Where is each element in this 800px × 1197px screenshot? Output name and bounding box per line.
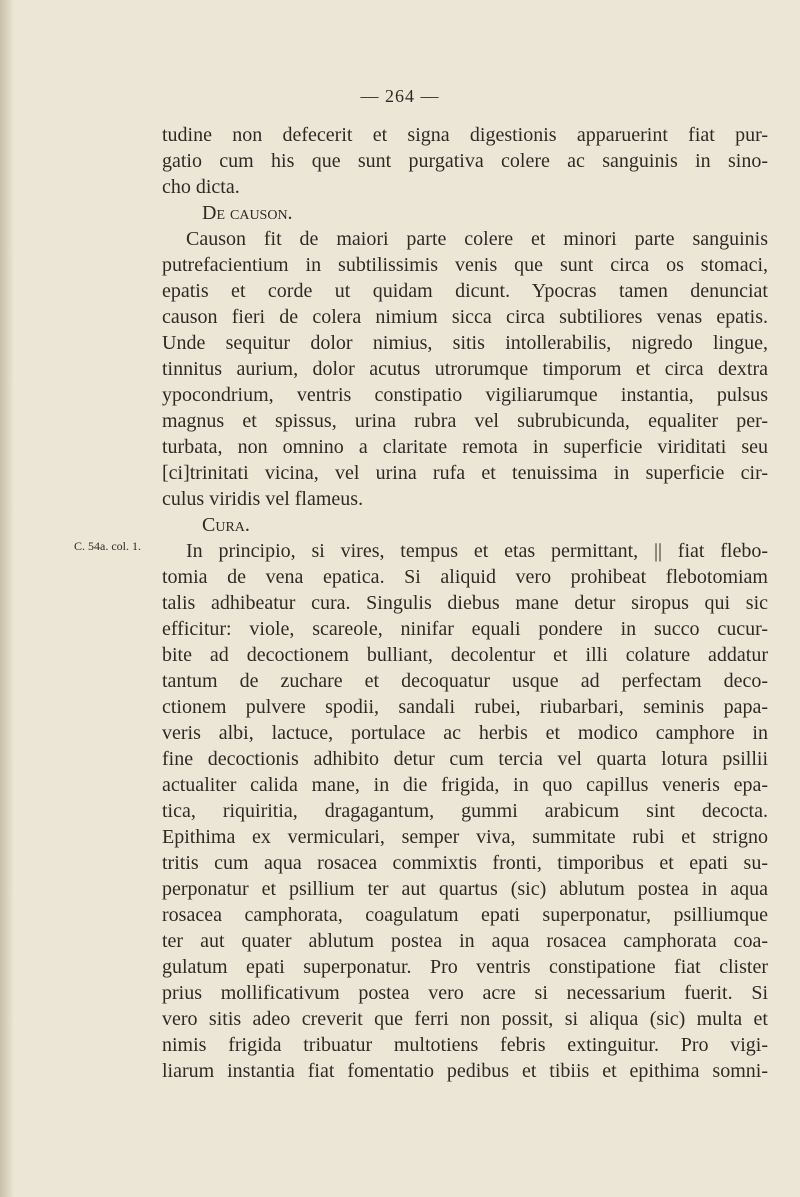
text-line: rosacea camphorata, coagulatum epati superponatur, psilliumque <box>162 904 768 926</box>
text-line: perponatur et psillium ter aut quartus (sic) ablutum postea in aqua <box>162 878 768 900</box>
text-line: bite ad decoctionem bulliant, decolentur et illi colature addatur <box>162 644 768 666</box>
text-line: culus viridis vel flameus. <box>162 488 364 510</box>
text-line: nimis frigida tribuatur multotiens febris extinguitur. Pro vigi- <box>162 1034 768 1056</box>
text-line: tomia de vena epatica. Si aliquid vero prohibeat flebotomiam <box>162 566 768 588</box>
text-line: ctionem pulvere spodii, sandali rubei, riubarbari, seminis papa- <box>162 696 768 718</box>
text-line: tantum de zuchare et decoquatur usque ad perfectam deco- <box>162 670 768 692</box>
page-edge-shadow <box>0 0 14 1197</box>
text-line: tinnitus aurium, dolor acutus utrorumque timporum et circa dextra <box>162 358 768 380</box>
text-line: causon fieri de colera nimium sicca circa subtiliores venas epatis. <box>162 306 768 328</box>
text-line: tica, riquiritia, dragagantum, gummi arabicum sint decocta. <box>162 800 768 822</box>
text-line: epatis et corde ut quidam dicunt. Ypocras tamen denunciat <box>162 280 768 302</box>
text-line: liarum instantia fiat fomentatio pedibus et tibiis et epithima somni- <box>162 1060 768 1082</box>
text-line: Causon fit de maiori parte colere et minori parte sanguinis <box>186 228 768 250</box>
text-line: veris albi, lactuce, portulace ac herbis et modico camphore in <box>162 722 768 744</box>
text-line: gatio cum his que sunt purgativa colere ac sanguinis in sino- <box>162 150 768 172</box>
text-line: turbata, non omnino a claritate remota in superficie viriditati seu <box>162 436 768 458</box>
text-line: tudine non defecerit et signa digestionis apparuerint fiat pur- <box>162 124 768 146</box>
section-heading: De causon. <box>202 202 293 224</box>
text-line: ter aut quater ablutum postea in aqua rosacea camphorata coa- <box>162 930 768 952</box>
text-line: putrefacientium in subtilissimis venis que sunt circa os stomaci, <box>162 254 768 276</box>
text-line: efficitur: viole, scareole, ninifar equali pondere in succo cucur- <box>162 618 768 640</box>
text-line: gulatum epati superponatur. Pro ventris constipatione fiat clister <box>162 956 768 978</box>
text-line: actualiter calida mane, in die frigida, in quo capillus veneris epa- <box>162 774 768 796</box>
text-line: magnus et spissus, urina rubra vel subrubicunda, equaliter per- <box>162 410 768 432</box>
text-block <box>162 122 768 1084</box>
text-line: talis adhibeatur cura. Singulis diebus mane detur siropus qui sic <box>162 592 768 614</box>
text-line: vero sitis adeo creverit que ferri non possit, si aliqua (sic) multa et <box>162 1008 768 1030</box>
text-line: tritis cum aqua rosacea commixtis fronti, timporibus et epati su- <box>162 852 768 874</box>
text-line: In principio, si vires, tempus et etas permittant, || fiat flebo- <box>186 540 768 562</box>
text-line: cho dicta. <box>162 176 240 198</box>
section-heading: Cura. <box>202 514 250 536</box>
page-number: — 264 — <box>360 86 440 106</box>
margin-note: C. 54a. col. 1. <box>74 539 141 553</box>
text-line: fine decoctionis adhibito detur cum tercia vel quarta lotura psillii <box>162 748 768 770</box>
text-line: Unde sequitur dolor nimius, sitis intollerabilis, nigredo lingue, <box>162 332 768 354</box>
text-line: [ci]trinitati vicina, vel urina rufa et tenuissima in superficie cir- <box>162 462 768 484</box>
text-line: ypocondrium, ventris constipatio vigiliarumque instantia, pulsus <box>162 384 768 406</box>
text-line: Epithima ex vermiculari, semper viva, summitate rubi et strigno <box>162 826 768 848</box>
text-line: prius mollificativum postea vero acre si necessarium fuerit. Si <box>162 982 768 1004</box>
